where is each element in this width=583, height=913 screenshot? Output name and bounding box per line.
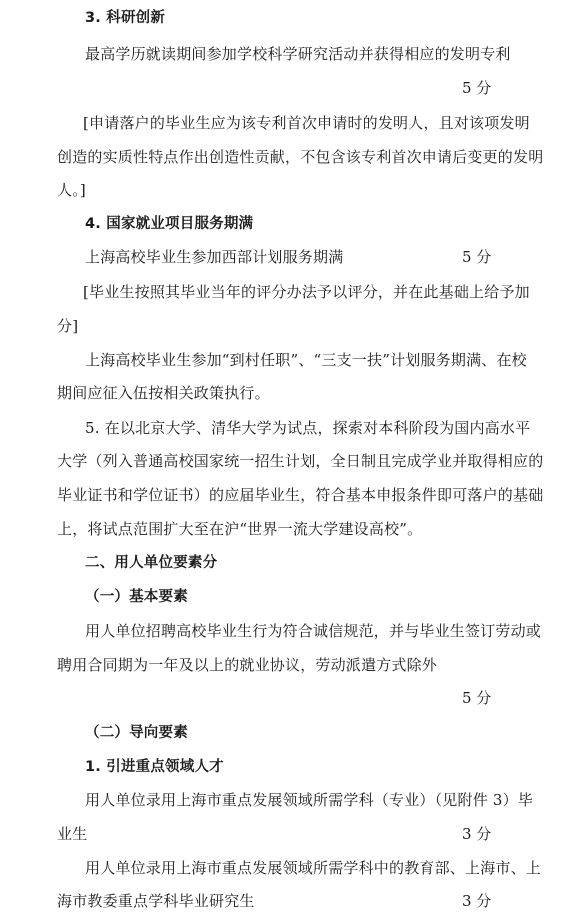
part-2-heading: 二、用人单位要素分 [85,555,218,571]
guide-1-title: 1. 引进重点领域人才 [85,759,224,775]
section-4-text2-line-1: 上海高校毕业生参加“到村任职”、“三支一扶”计划服务期满、在校 [85,351,527,369]
section-5-line-2: 大学（列入普通高校国家统一招生计划，全日制且完成学业并取得相应的 [57,452,544,470]
section-3-note-line-3: 人。] [57,181,86,199]
basic-elements-heading: （一）基本要素 [85,588,188,605]
section-4-note-line-2: 分] [57,317,79,335]
section-5-line-4: 上，将试点范围扩大至在沪“世界一流大学建设高校”。 [57,520,423,538]
section-5-line-3: 毕业证书和学位证书）的应届毕业生，符合基本申报条件即可落户的基础 [57,486,544,504]
guide-1-line-2: 业生 [57,825,88,843]
basic-elements-line-1: 用人单位招聘高校毕业生行为符合诚信规范，并与毕业生签订劳动或 [85,622,542,640]
section-3-title: 3. 科研创新 [85,10,166,26]
guide-elements-heading: （二）导向要素 [85,724,188,741]
section-4-text2-line-2: 期间应征入伍按相关政策执行。 [57,384,270,402]
guide-1-score-1: 3 分 [462,825,492,843]
section-3-note-line-1: [申请落户的毕业生应为该专利首次申请时的发明人，且对该项发明 [83,114,530,132]
section-3-text: 最高学历就读期间参加学校科学研究活动并获得相应的发明专利 [85,45,511,63]
section-3-score: 5 分 [462,79,492,97]
basic-elements-line-2: 聘用合同期为一年及以上的就业协议，劳动派遣方式除外 [57,656,438,674]
basic-elements-score: 5 分 [462,689,492,707]
section-4-text: 上海高校毕业生参加西部计划服务期满 [85,248,344,266]
section-4-score: 5 分 [462,248,492,266]
guide-1-line-1: 用人单位录用上海市重点发展领域所需学科（专业）（见附件 3）毕 [85,791,534,809]
section-5-line-1: 5. 在以北京大学、清华大学为试点，探索对本科阶段为国内高水平 [85,419,531,437]
section-3-note-line-2: 创造的实质性特点作出创造性贡献，不包含该专利首次申请后变更的发明 [57,148,544,166]
guide-1-line-3: 用人单位录用上海市重点发展领域所需学科中的教育部、上海市、上 [85,859,542,877]
section-4-note-line-1: [毕业生按照其毕业当年的评分办法予以评分，并在此基础上给予加 [83,283,530,301]
section-4-title: 4. 国家就业项目服务期满 [85,216,254,232]
guide-1-line-4: 海市教委重点学科毕业研究生 [57,892,255,910]
guide-1-score-2: 3 分 [462,892,492,910]
